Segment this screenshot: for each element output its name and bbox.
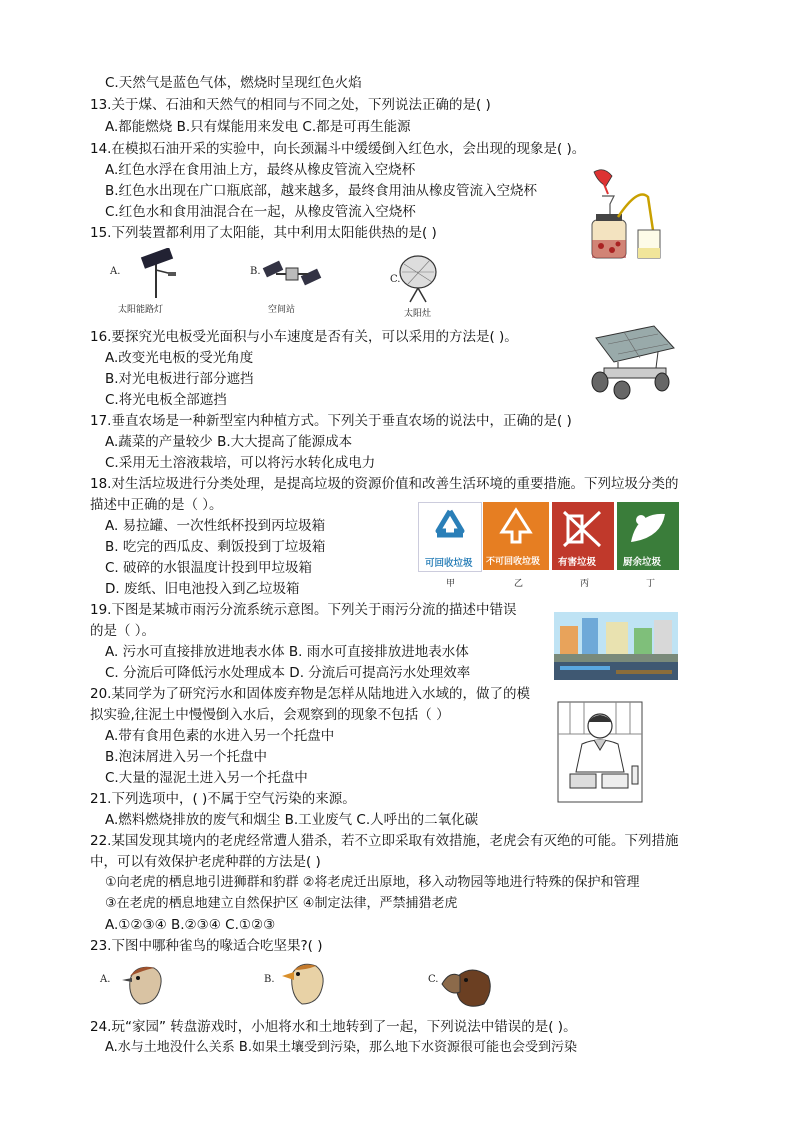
bird-head-thin-beak-icon bbox=[116, 958, 168, 1006]
q24-options: A.水与土地没什么关系 B.如果土壤受到污染，那么地下水资源很可能也会受到污染 bbox=[105, 1040, 577, 1055]
q13-options: A.都能燃烧 B.只有煤能用来发电 C.都是可再生能源 bbox=[105, 119, 411, 135]
student-experiment-figure bbox=[556, 700, 644, 804]
solar-street-lamp-icon bbox=[132, 248, 182, 300]
q19-options-cd: C. 分流后可降低污水处理成本 D. 分流后可提高污水处理效率 bbox=[105, 665, 471, 681]
q20-stem: 20.某同学为了研究污水和固体废弃物是怎样从陆地进入水域的，做了的模 bbox=[90, 686, 530, 702]
hazard-icon bbox=[552, 502, 614, 552]
bin-kitchen bbox=[617, 502, 679, 570]
q20-option-c: C.大量的湿泥土进入另一个托盘中 bbox=[105, 770, 308, 786]
q23-fig-b-letter: B. bbox=[264, 974, 275, 985]
q24-stem: 24.玩“家园” 转盘游戏时，小旭将水和土地转到了一起，下列说法中错误的是( )。 bbox=[90, 1019, 577, 1035]
q14-option-c: C.红色水和食用油混合在一起，从橡皮管流入空烧杯 bbox=[105, 204, 416, 220]
q23-fig-a-letter: A. bbox=[100, 974, 111, 985]
bin-hazardous-sub: 丙 bbox=[580, 579, 590, 589]
bin-hazardous-label: 有害垃圾 bbox=[558, 557, 597, 568]
q15-fig-c-caption: 太阳灶 bbox=[404, 309, 432, 319]
q12-option-c: C.天然气是蓝色气体，燃烧时呈现红色火焰 bbox=[105, 75, 362, 91]
rain-sewage-separation-figure bbox=[554, 612, 678, 680]
bin-recyclable bbox=[418, 502, 482, 572]
bird-head-medium-beak-icon bbox=[278, 956, 330, 1006]
q17-stem: 17.垂直农场是一种新型室内种植方式。下列关于垂直农场的说法中，正确的是( ) bbox=[90, 413, 572, 429]
q15-fig-a-letter: A. bbox=[110, 266, 121, 277]
q15-fig-b-caption: 空间站 bbox=[268, 305, 296, 315]
q18-option-a: A. 易拉罐、一次性纸杯投到丙垃圾箱 bbox=[105, 518, 326, 534]
bin-hazardous bbox=[552, 502, 614, 570]
bin-nonrecyclable-label: 不可回收垃圾 bbox=[486, 557, 541, 567]
q22-stem-cont: 中，可以有效保护老虎种群的方法是( ) bbox=[90, 854, 321, 870]
q14-option-a: A.红色水浮在食用油上方，最终从橡皮管流入空烧杯 bbox=[105, 162, 416, 178]
q19-stem-cont: 的是（ ）。 bbox=[90, 623, 156, 639]
q18-option-d: D. 废纸、旧电池投入到乙垃圾箱 bbox=[105, 581, 300, 597]
bird-head-thick-beak-icon bbox=[440, 962, 494, 1008]
q22-statements-3-4: ③在老虎的栖息地建立自然保护区 ④制定法律，严禁捕猎老虎 bbox=[105, 896, 458, 911]
recycle-icon bbox=[419, 503, 481, 553]
bin-recyclable-sub: 甲 bbox=[446, 579, 456, 589]
q21-stem: 21.下列选项中，( )不属于空气污染的来源。 bbox=[90, 791, 356, 807]
q16-option-b: B.对光电板进行部分遮挡 bbox=[105, 371, 254, 387]
nonrecyclable-icon bbox=[483, 502, 549, 552]
q19-stem: 19.下图是某城市雨污分流系统示意图。下列关于雨污分流的描述中错误 bbox=[90, 602, 517, 618]
q15-stem: 15.下列装置都利用了太阳能，其中利用太阳能供热的是( ) bbox=[90, 225, 437, 241]
q15-fig-c-letter: C. bbox=[390, 274, 401, 285]
q21-options: A.燃料燃烧排放的废气和烟尘 B.工业废气 C.人呼出的二氧化碳 bbox=[105, 812, 479, 828]
bin-nonrecyclable-sub: 乙 bbox=[514, 579, 524, 589]
q14-stem: 14.在模拟石油开采的实验中，向长颈漏斗中缓缓倒入红色水，会出现的现象是( )。 bbox=[90, 141, 586, 157]
q18-option-b: B. 吃完的西瓜皮、剩饭投到丁垃圾箱 bbox=[105, 539, 326, 555]
solar-cooker-icon bbox=[396, 250, 442, 304]
q23-stem: 23.下图中哪种雀鸟的喙适合吃坚果?( ) bbox=[90, 938, 323, 954]
q16-option-c: C.将光电板全部遮挡 bbox=[105, 392, 227, 408]
q16-option-a: A.改变光电板的受光角度 bbox=[105, 350, 254, 366]
solar-car-figure bbox=[578, 318, 678, 400]
q13-stem: 13.关于煤、石油和天然气的相同与不同之处，下列说法正确的是( ) bbox=[90, 97, 491, 113]
bin-nonrecyclable bbox=[483, 502, 549, 570]
bin-recyclable-label: 可回收垃圾 bbox=[425, 558, 473, 569]
q20-option-a: A.带有食用色素的水进入另一个托盘中 bbox=[105, 728, 335, 744]
q22-stem: 22.某国发现其境内的老虎经常遭人猎杀，若不立即采取有效措施，老虎会有灭绝的可能。下列措施 bbox=[90, 833, 679, 849]
q16-stem: 16.要探究光电板受光面积与小车速度是否有关，可以采用的方法是( )。 bbox=[90, 329, 518, 345]
bin-kitchen-sub: 丁 bbox=[646, 579, 656, 589]
q20-stem-cont: 拟实验,往泥土中慢慢倒入水后，会观察到的现象不包括（ ） bbox=[90, 707, 450, 723]
q22-statements-1-2: ①向老虎的栖息地引进狮群和豹群 ②将老虎迁出原地，移入动物园等地进行特殊的保护和管理 bbox=[105, 875, 640, 890]
kitchen-waste-icon bbox=[617, 502, 679, 552]
space-station-icon bbox=[262, 252, 322, 296]
q17-options-ab: A.蔬菜的产量较少 B.大大提高了能源成本 bbox=[105, 434, 353, 450]
q14-option-b: B.红色水出现在广口瓶底部，越来越多，最终食用油从橡皮管流入空烧杯 bbox=[105, 183, 538, 199]
q23-fig-c-letter: C. bbox=[428, 974, 439, 985]
bin-kitchen-label: 厨余垃圾 bbox=[623, 557, 662, 568]
q18-stem: 18.对生活垃圾进行分类处理，是提高垃圾的资源价值和改善生活环境的重要措施。下列垃圾分类的 bbox=[90, 476, 679, 492]
oil-extraction-apparatus-figure bbox=[566, 162, 666, 266]
q18-stem-cont: 描述中正确的是（ ）。 bbox=[90, 497, 223, 513]
q15-fig-a-caption: 太阳能路灯 bbox=[118, 305, 164, 315]
q20-option-b: B.泡沫屑进入另一个托盘中 bbox=[105, 749, 268, 765]
q19-options-ab: A. 污水可直接排放进地表水体 B. 雨水可直接排放进地表水体 bbox=[105, 644, 469, 660]
q18-option-c: C. 破碎的水银温度计投到甲垃圾箱 bbox=[105, 560, 313, 576]
q22-options: A.①②③④ B.②③④ C.①②③ bbox=[105, 917, 276, 933]
q17-option-c: C.采用无土溶液栽培，可以将污水转化成电力 bbox=[105, 455, 376, 471]
q15-fig-b-letter: B. bbox=[250, 266, 261, 277]
